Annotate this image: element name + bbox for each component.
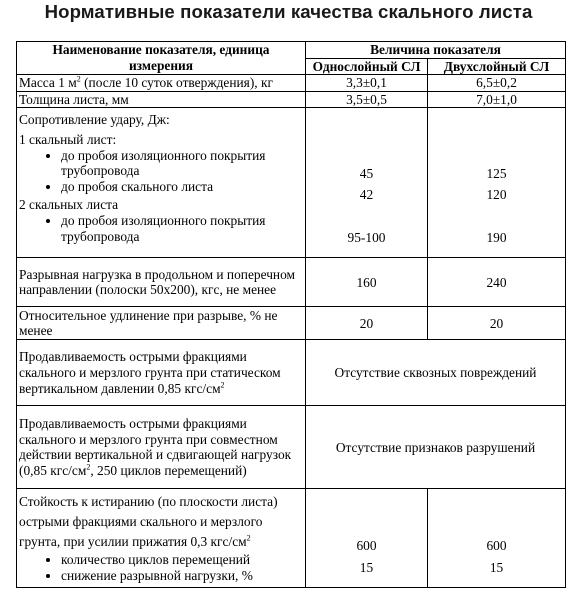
abrasion-label: Стойкость к истиранию (по плоскости листа) острыми фракциями скального и мерзлого грунта, при усилии прижатия 0,3 кгс/$см^2$ • количество циклов перемещений • снижение разрывной нагрузки, %: [17, 489, 306, 588]
table-row-mass: [17, 75, 566, 92]
mass-single: 3,3±0,1: [306, 75, 428, 92]
thickness-label: Толщина листа, мм: [17, 91, 306, 108]
impact-single: 45 42 95-100: [306, 108, 428, 258]
table-row-elongation: [17, 307, 566, 340]
elongation-double: 20: [428, 307, 566, 340]
page-title: Нормативные показатели качества скального листа: [44, 1, 533, 22]
table-row-tensile: [17, 258, 566, 307]
punch-combined-value: Отсутствие признаков разрушений: [306, 406, 566, 489]
table-row-abrasion: [17, 489, 566, 588]
header-name: Наименование показателя, единица измерения: [17, 42, 306, 75]
tensile-single: 160: [306, 258, 428, 307]
abrasion-single: 600 15: [306, 489, 428, 588]
impact-double: 125 120 190: [428, 108, 566, 258]
table-row-thickness: [17, 91, 566, 108]
table-row-punch-static: [17, 340, 566, 406]
table-row-punch-combined: [17, 406, 566, 489]
header-single: Однослойный СЛ: [306, 58, 428, 75]
impact-label: Сопротивление удару, Дж: 1 скальный лист: • до пробоя изоляционного покрытия трубопровода • до пробоя скального листа 2 скальных листа • до пробоя изоляционного покрытия трубопровода: [17, 108, 306, 258]
punch-combined-label: Продавливаемость острыми фракциями скального и мерзлого грунта при совместном действии вертикальной и сдвигающей нагрузок (0,85 кгс/$см^2$, 250 циклов перемещений): [17, 406, 306, 489]
thickness-single: 3,5±0,5: [306, 91, 428, 108]
quality-table: [16, 41, 566, 588]
punch-static-label: Продавливаемость острыми фракциями скального и мерзлого грунта при статическом вертикальном давлении 0,85 кгс/$см^2$: [17, 340, 306, 406]
elongation-label: Относительное удлинение при разрыве, % не менее: [17, 307, 306, 340]
header-value: Величина показателя: [306, 42, 566, 59]
header-row: [17, 42, 566, 59]
mass-label: Масса 1 $м^2$ (после 10 суток отверждения), кг: [17, 75, 306, 92]
punch-static-value: Отсутствие сквозных повреждений: [306, 340, 566, 406]
tensile-double: 240: [428, 258, 566, 307]
elongation-single: 20: [306, 307, 428, 340]
table-row-impact: [17, 108, 566, 258]
tensile-label: Разрывная нагрузка в продольном и поперечном направлении (полоски 50х200), кгс, не менее: [17, 258, 306, 307]
thickness-double: 7,0±1,0: [428, 91, 566, 108]
mass-double: 6,5±0,2: [428, 75, 566, 92]
abrasion-double: 600 15: [428, 489, 566, 588]
header-double: Двухслойный СЛ: [428, 58, 566, 75]
